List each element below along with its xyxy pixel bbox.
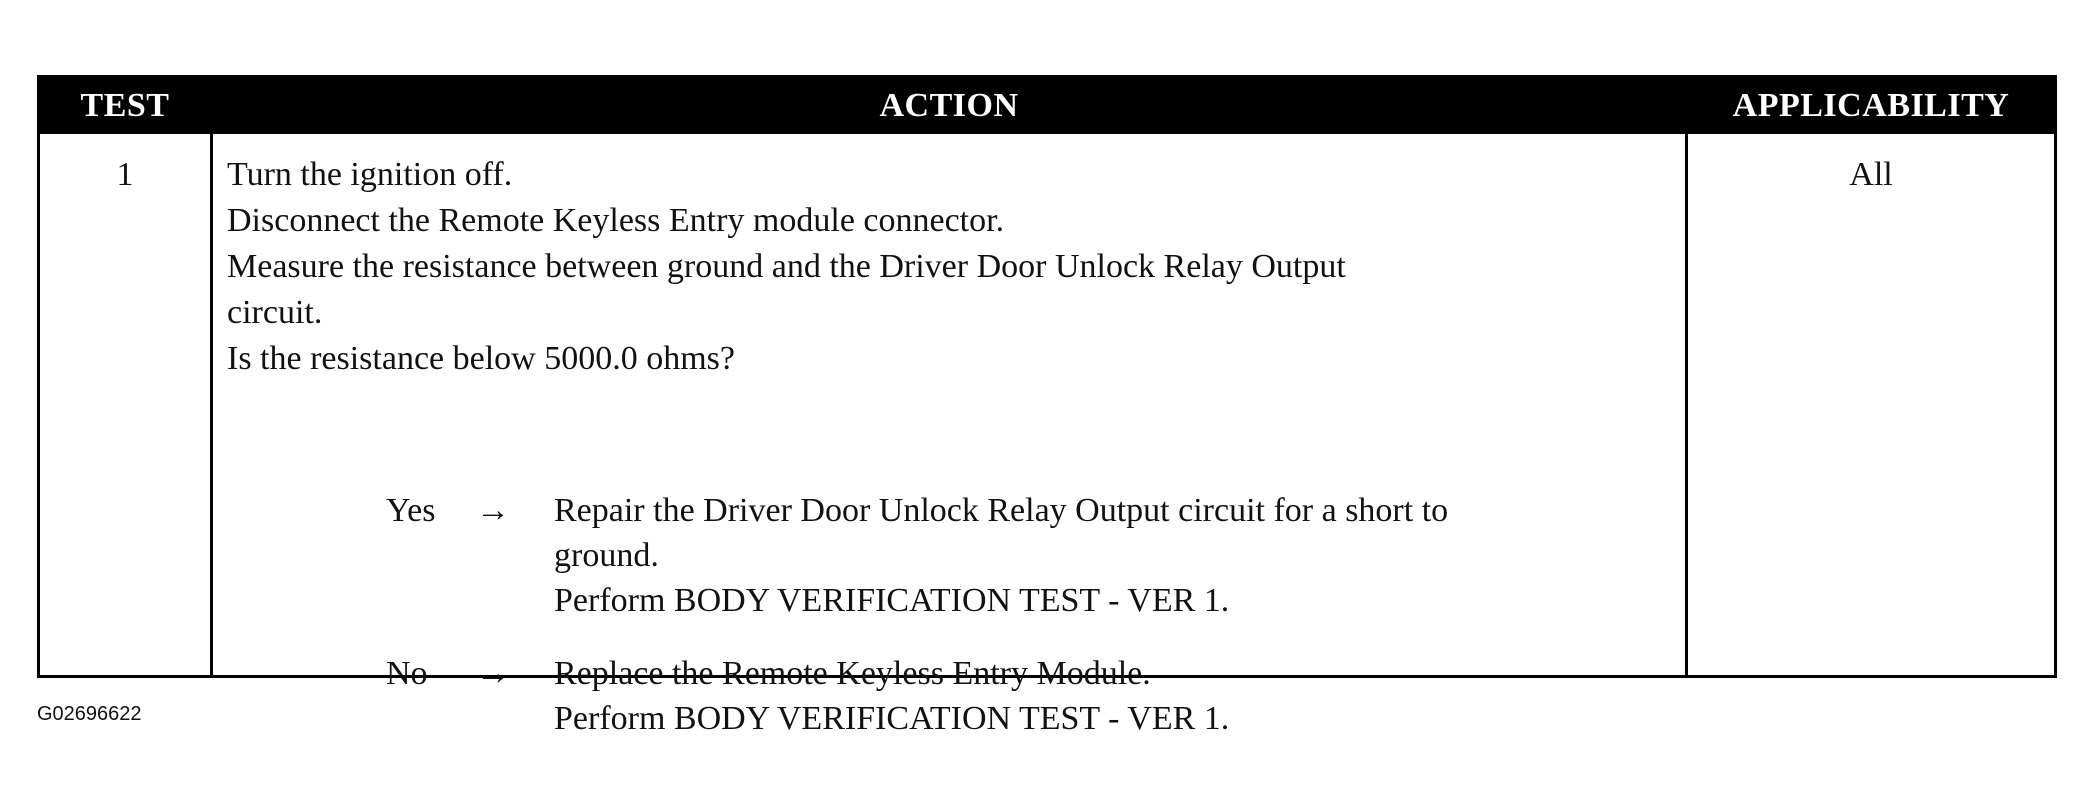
- action-line: Measure the resistance between ground and the Driver Door Unlock Relay Output: [227, 248, 1346, 285]
- outcome-label: Yes: [386, 492, 436, 529]
- action-line: Disconnect the Remote Keyless Entry module connector.: [227, 202, 1005, 239]
- outcome-label: No: [386, 655, 428, 692]
- outcome-line: ground.: [554, 537, 659, 574]
- column-divider: [210, 134, 213, 675]
- outcome-line: Repair the Driver Door Unlock Relay Output circuit for a short to: [554, 492, 1449, 529]
- figure-id: G02696622: [37, 703, 142, 725]
- applicability-value: All: [1849, 156, 1893, 193]
- header-action: ACTION: [879, 87, 1019, 124]
- action-instructions: [227, 152, 1677, 382]
- test-number: 1: [116, 156, 134, 193]
- right-arrow-icon: →: [476, 492, 510, 529]
- right-arrow-icon: →: [476, 655, 510, 692]
- outcome-text: [554, 651, 1694, 741]
- table-header: [40, 78, 2054, 134]
- header-test: TEST: [80, 87, 170, 124]
- action-line: Turn the ignition off.: [227, 156, 513, 193]
- outcome-line: Replace the Remote Keyless Entry Module.: [554, 655, 1151, 692]
- action-line: Is the resistance below 5000.0 ohms?: [227, 340, 735, 377]
- outcome-line: Perform BODY VERIFICATION TEST - VER 1.: [554, 582, 1230, 619]
- action-line: circuit.: [227, 294, 323, 331]
- outcome-line: Perform BODY VERIFICATION TEST - VER 1.: [554, 700, 1230, 737]
- header-applicability: APPLICABILITY: [1732, 87, 2010, 124]
- outcome-text: [554, 488, 1694, 623]
